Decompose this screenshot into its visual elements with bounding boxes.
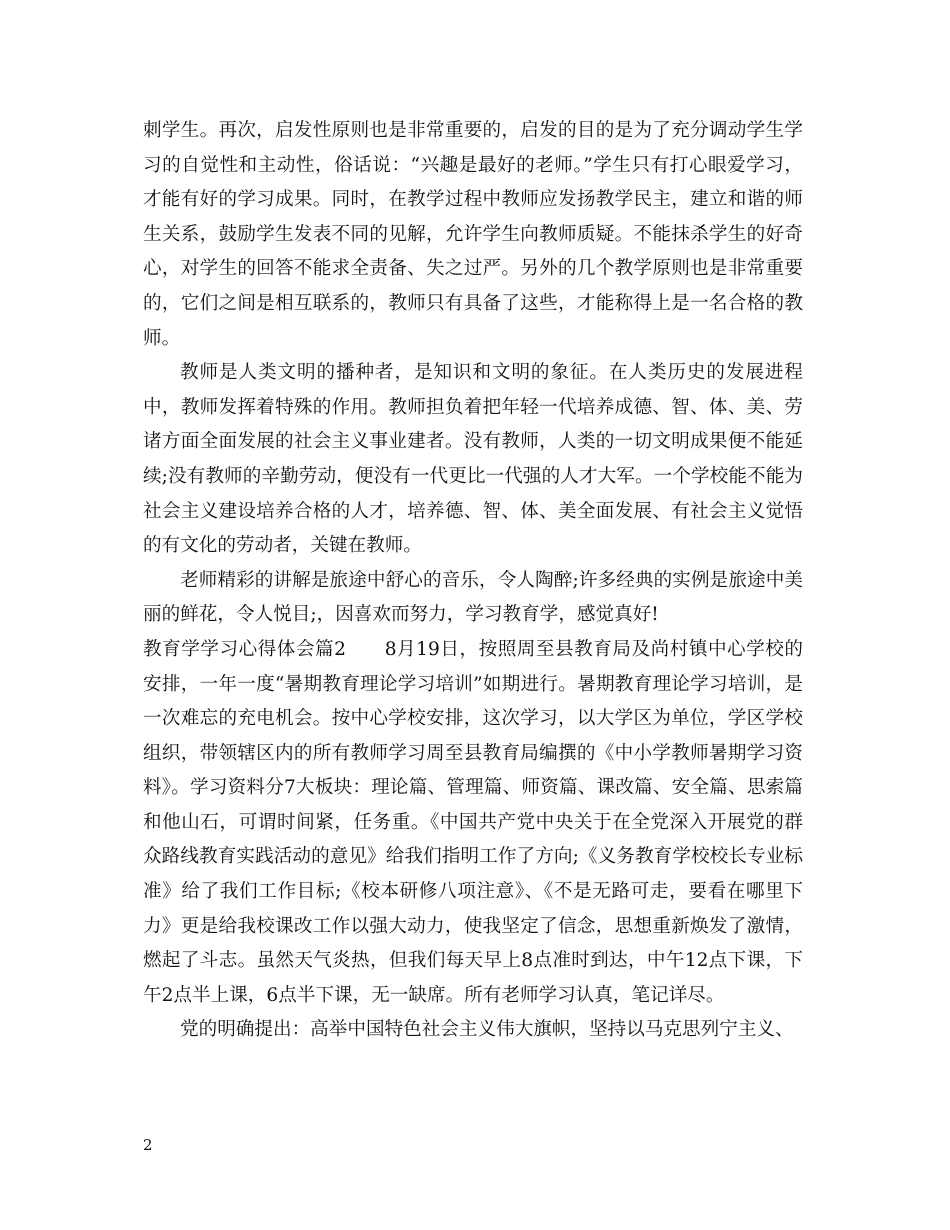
page-number: 2 [143, 1136, 153, 1154]
paragraph-5: 党的明确提出：高举中国特色社会主义伟大旗帜，坚持以马克思列宁主义、 [180, 1019, 794, 1041]
paragraph-1: 刺学生。再次，启发性原则也是非常重要的，启发的目的是为了充分调动学生学习的自觉性和主动性，俗话说：“兴趣是最好的老师。”学生只有打心眼爱学习，才能有好的学习成果。同时，在教学过程中教师应发扬教学民主，建立和谐的师生关系，鼓励学生发表不同的见解，允许学生向教师质疑。不能抹杀学生的好奇心，对学生的回答不能求全责备、失之过严。另外的几个教学原则也是非常重要的，它们之间是相互联系的，教师只有具备了这些，才能称得上是一名合格的教师。 [143, 120, 803, 349]
paragraph-2: 教师是人类文明的播种者，是知识和文明的象征。在人类历史的发展进程中，教师发挥着特殊的作用。教师担负着把年轻一代培养成德、智、体、美、劳诸方面全面发展的社会主义事业建者。没有教师，人类的一切文明成果便不能延续;没有教师的辛勤劳动，便没有一代更比一代强的人才大军。一个学校能不能为社会主义建设培养合格的人才，培养德、智、体、美全面发展、有社会主义觉悟的有文化的劳动者，关键在教师。 [143, 362, 803, 557]
paragraph-3: 老师精彩的讲解是旅途中舒心的音乐，令人陶醉;许多经典的实例是旅途中美丽的鲜花，令人悦目;，因喜欢而努力，学习教育学，感觉真好! [143, 569, 803, 626]
body-text [143, 114, 803, 1048]
paragraph-4: 教育学学习心得体会篇2 8月19日，按照周至县教育局及尚村镇中心学校的安排，一年一度“暑期教育理论学习培训”如期进行。暑期教育理论学习培训，是一次难忘的充电机会。按中心学校安排，这次学习，以大学区为单位，学区学校组织，带领辖区内的所有教师学习周至县教育局编撰的《中小学教师暑期学习资料》。学习资料分7大板块：理论篇、管理篇、师资篇、课改篇、安全篇、思索篇和他山石，可谓时间紧，任务重。《中国共产党中央关于在全党深入开展党的群众路线教育实践活动的意见》给我们指明工作了方向;《义务教育学校校长专业标准》给了我们工作目标;《校本研修八项注意》、《不是无路可走，要看在哪里下力》更是给我校课改工作以强大动力，使我坚定了信念，思想重新焕发了激情，燃起了斗志。虽然天气炎热，但我们每天早上8点准时到达，中午12点下课，下午2点半上课，6点半下课，无一缺席。所有老师学习认真，笔记详尽。 [143, 638, 803, 1006]
